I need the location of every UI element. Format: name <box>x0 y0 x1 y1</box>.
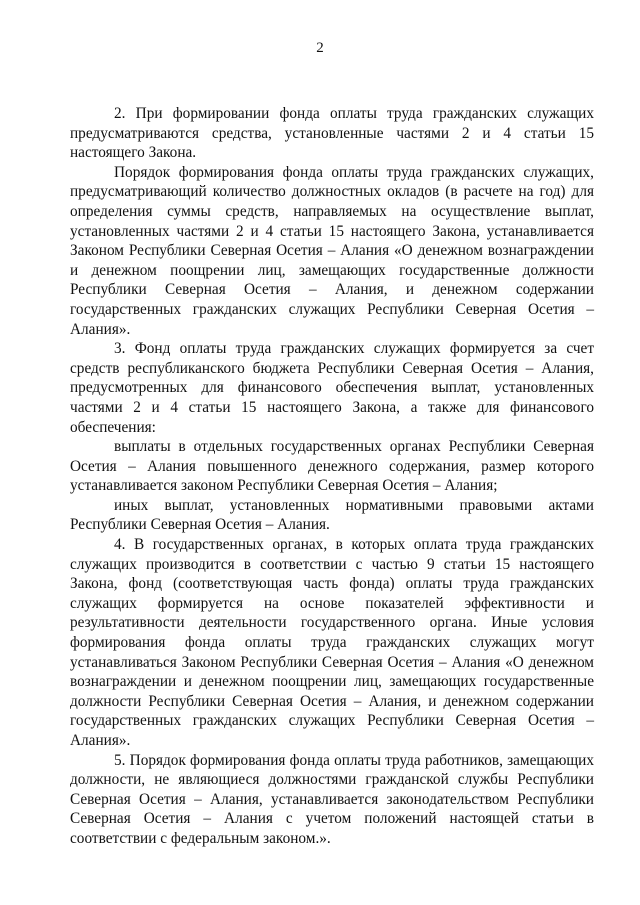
document-body <box>70 104 594 849</box>
paragraph-3-other-payments: иных выплат, установленных нормативными правовыми актами Республики Северная Осетия – Алания. <box>70 496 594 534</box>
paragraph-4-efficiency: 4. В государственных органах, в которых оплата труда гражданских служащих производится в соответствии с частью 9 статьи 15 настоящего Закона, фонд (соответствующая часть фонда) оплаты труда гражданских служащих формируется на основе показателей эффективности и результативности деятельности государственного органа. Иные условия формирования фонда оплаты труда гражданских служащих могут устанавливаться Законом Республики Северная Осетия – Алания «О денежном вознаграждении и денежном поощрении лиц, замещающих государственные должности Республики Северная Осетия – Алания, и денежном содержании государственных гражданских служащих Республики Северная Осетия – Алания». <box>70 536 594 749</box>
paragraph-2-intro: 2. При формировании фонда оплаты труда гражданских служащих предусматриваются средства, установленные частями 2 и 4 статьи 15 настоящего Закона. <box>70 105 594 162</box>
paragraph-formation-procedure: Порядок формирования фонда оплаты труда гражданских служащих, предусматривающий количество должностных окладов (в расчете на год) для определения суммы средств, направляемых на осуществление выплат, установленных частями 2 и 4 статьи 15 настоящего Закона, устанавливается Законом Республики Северная Осетия – Алания «О денежном вознаграждении и денежном поощрении лиц, замещающих государственные должности Республики Северная Осетия – Алания, и денежном содержании государственных гражданских служащих Республики Северная Осетия – Алания». <box>70 163 594 338</box>
page-number: 2 <box>316 40 324 56</box>
paragraph-5-workers-fund: 5. Порядок формирования фонда оплаты труда работников, замещающих должности, не являющиеся должностями гражданской службы Республики Северная Осетия – Алания, устанавливается законодательством Республики Северная Осетия – Алания с учетом положений настоящей статьи в соответствии с федеральным законом.». <box>70 751 594 847</box>
paragraph-3-fund-source: 3. Фонд оплаты труда гражданских служащих формируется за счет средств республиканского бюджета Республики Северная Осетия – Алания, предусмотренных для финансового обеспечения выплат, установленных частями 2 и 4 статьи 15 настоящего Закона, а также для финансового обеспечения: <box>70 340 594 436</box>
paragraph-3-bonus-payments: выплаты в отдельных государственных органах Республики Северная Осетия – Алания повышенного денежного содержания, размер которого устанавливается законом Республики Северная Осетия – Алания; <box>70 438 594 495</box>
